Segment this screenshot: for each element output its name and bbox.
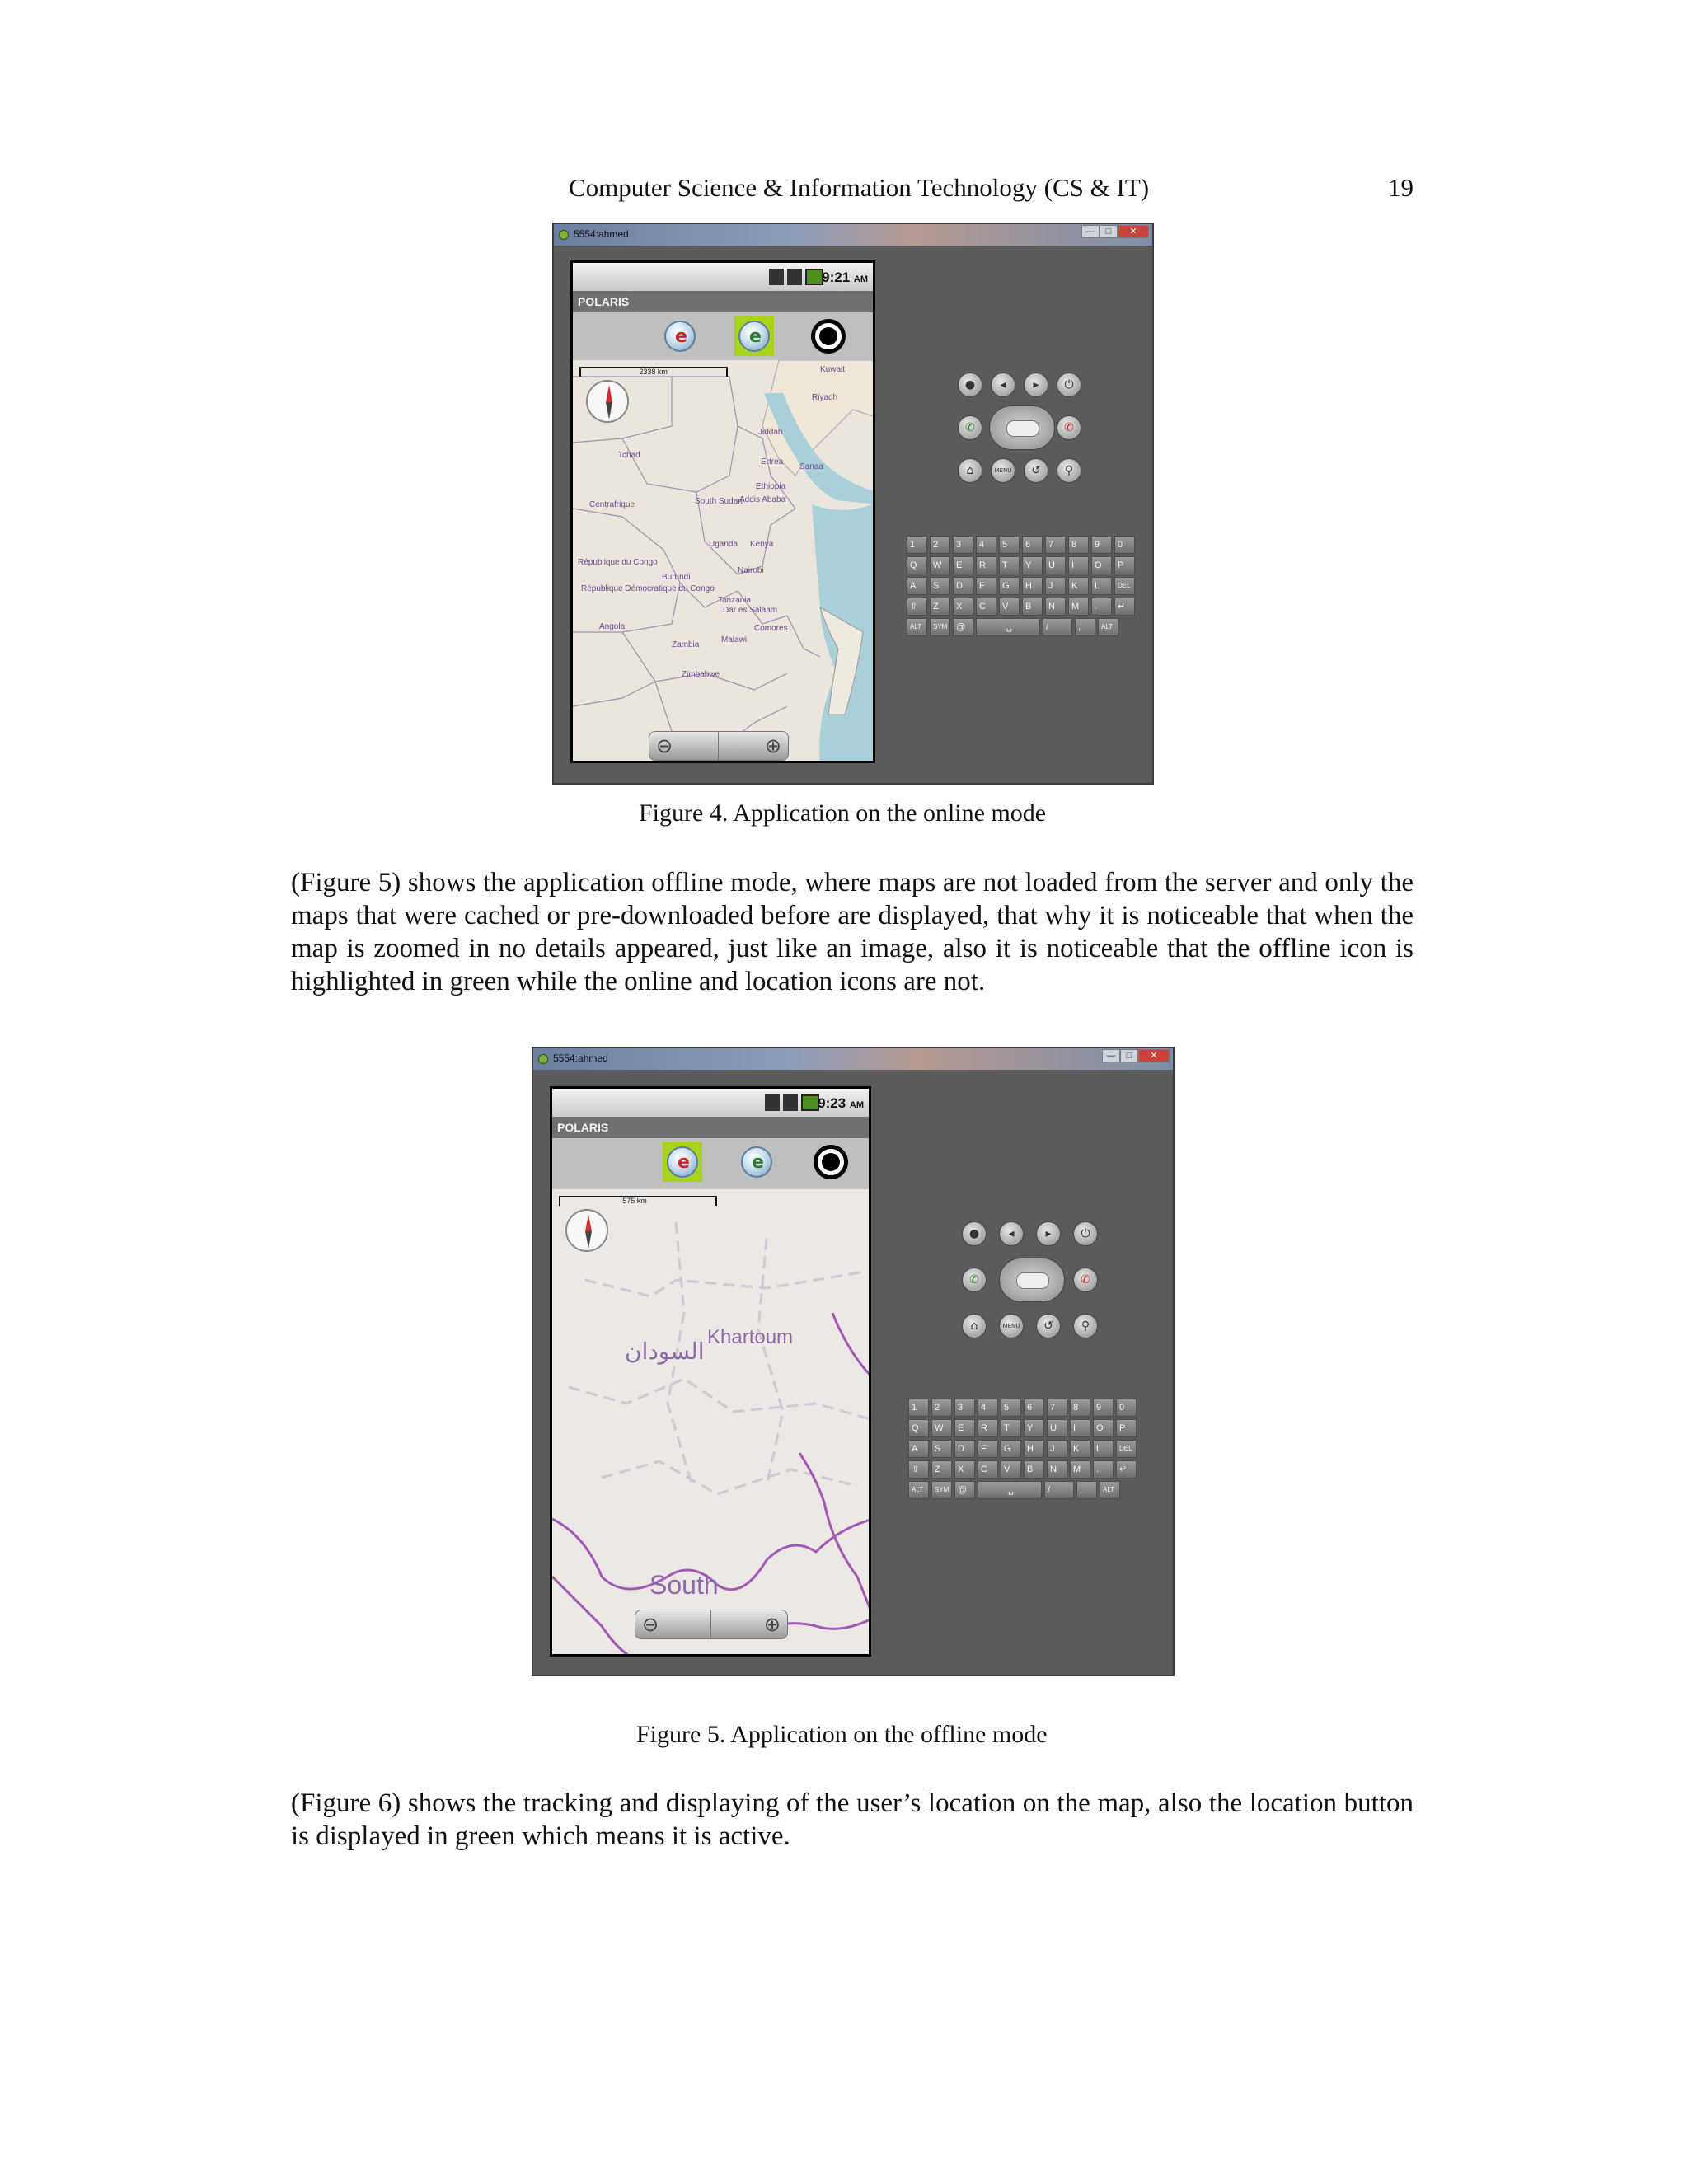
- keyboard-row: [908, 1399, 1137, 1417]
- hardware-controls: [958, 373, 1073, 488]
- window-titlebar: [554, 224, 1152, 246]
- key[interactable]: 2: [930, 536, 950, 554]
- status-bar: [552, 1089, 869, 1117]
- key[interactable]: 8: [1070, 1399, 1090, 1417]
- dpad[interactable]: [999, 1258, 1065, 1302]
- key[interactable]: S: [930, 577, 950, 595]
- close-button[interactable]: ✕: [1138, 1049, 1170, 1062]
- alt-key[interactable]: ALT: [1098, 618, 1118, 636]
- hardware-keyboard: [907, 536, 1135, 636]
- online-mode-button[interactable]: [663, 1142, 702, 1182]
- key[interactable]: Q: [908, 1419, 929, 1437]
- offline-mode-button[interactable]: [737, 1142, 776, 1182]
- map-label: Khartoum: [707, 1326, 794, 1348]
- key[interactable]: 0: [1114, 536, 1135, 554]
- search-icon[interactable]: ⚲: [1057, 458, 1081, 483]
- location-button[interactable]: [809, 316, 848, 356]
- map-label: South: [649, 1570, 719, 1600]
- map-view[interactable]: [573, 360, 873, 761]
- map-label: Zambia: [672, 640, 700, 649]
- keyboard-row: [907, 598, 1135, 616]
- enter-key[interactable]: ↵: [1114, 598, 1135, 616]
- key[interactable]: 3: [954, 1399, 975, 1417]
- map-label: République du Congo: [578, 558, 658, 567]
- online-icon-letter: e: [675, 326, 687, 347]
- keyboard-row: [907, 556, 1135, 574]
- alt-key[interactable]: ALT: [907, 618, 927, 636]
- key[interactable]: @: [954, 1481, 975, 1499]
- key[interactable]: Y: [1022, 556, 1043, 574]
- key[interactable]: DEL: [1114, 577, 1135, 595]
- clock-ampm: AM: [853, 274, 868, 284]
- home-icon[interactable]: ⌂: [962, 1314, 987, 1338]
- map-label: Sanaa: [799, 462, 823, 471]
- maximize-button[interactable]: □: [1100, 225, 1118, 238]
- offline-globe-icon: [738, 321, 770, 352]
- call-icon[interactable]: ✆: [958, 415, 982, 440]
- map-label: Angola: [599, 622, 626, 631]
- key[interactable]: I: [1070, 1419, 1090, 1437]
- volume-up-icon[interactable]: ▸: [1024, 373, 1048, 397]
- key[interactable]: V: [999, 598, 1020, 616]
- key[interactable]: R: [976, 556, 996, 574]
- key[interactable]: P: [1114, 556, 1135, 574]
- clock-time: 9:21: [822, 269, 851, 285]
- enter-key[interactable]: ↵: [1116, 1460, 1137, 1479]
- key[interactable]: 5: [999, 536, 1020, 554]
- online-mode-button[interactable]: [660, 316, 700, 356]
- key[interactable]: C: [978, 1460, 998, 1479]
- map-label: Tchad: [618, 451, 640, 460]
- key[interactable]: Y: [1024, 1419, 1044, 1437]
- key[interactable]: M: [1070, 1460, 1090, 1479]
- space-key[interactable]: ␣: [976, 618, 1040, 636]
- signal-icon: [787, 269, 802, 285]
- online-globe-icon: [667, 1146, 698, 1178]
- key[interactable]: I: [1068, 556, 1089, 574]
- power-icon[interactable]: ⏻: [1073, 1221, 1098, 1246]
- zoom-out-button[interactable]: ⊖: [649, 732, 719, 760]
- key[interactable]: W: [930, 556, 950, 574]
- alt-key[interactable]: ALT: [1100, 1481, 1120, 1499]
- keyboard-row: [907, 536, 1135, 554]
- page-number: 19: [1388, 173, 1414, 202]
- key[interactable]: 8: [1068, 536, 1089, 554]
- window-controls: [1102, 1049, 1170, 1062]
- key[interactable]: 5: [1001, 1399, 1021, 1417]
- map-label: Burundi: [662, 573, 691, 582]
- menu-button[interactable]: MENU: [999, 1314, 1024, 1338]
- status-clock: [822, 269, 868, 286]
- key[interactable]: E: [953, 556, 973, 574]
- app-title: POLARIS: [573, 291, 873, 312]
- key[interactable]: 6: [1024, 1399, 1044, 1417]
- key[interactable]: V: [1001, 1460, 1021, 1479]
- maximize-button[interactable]: □: [1120, 1049, 1138, 1062]
- camera-icon[interactable]: ●: [962, 1221, 987, 1246]
- map-label: Nairobi: [738, 566, 764, 575]
- key[interactable]: Z: [931, 1460, 952, 1479]
- 3g-icon: [769, 269, 784, 285]
- space-key[interactable]: ␣: [978, 1481, 1042, 1499]
- keyboard-row: [908, 1440, 1137, 1458]
- zoom-control: [635, 1610, 788, 1639]
- map-scale-bar: [579, 367, 728, 377]
- clock-time: 9:23: [818, 1095, 846, 1111]
- offline-mode-button[interactable]: [734, 316, 774, 356]
- figure-4-screenshot: [552, 223, 1154, 785]
- call-icon[interactable]: ✆: [962, 1268, 987, 1292]
- key[interactable]: 7: [1047, 1399, 1067, 1417]
- window-controls: [1081, 225, 1149, 238]
- key[interactable]: 1: [907, 536, 927, 554]
- figure-5-caption: Figure 5. Application on the offline mode: [636, 1721, 1048, 1748]
- close-button[interactable]: ✕: [1118, 225, 1149, 238]
- key[interactable]: U: [1047, 1419, 1067, 1437]
- phone-screen: [570, 260, 875, 763]
- keyboard-row: [907, 618, 1135, 636]
- shift-key[interactable]: ⇧: [907, 598, 927, 616]
- key[interactable]: J: [1047, 1440, 1067, 1458]
- online-icon-letter: e: [678, 1152, 690, 1173]
- key[interactable]: A: [908, 1440, 929, 1458]
- end-call-icon[interactable]: ✆: [1057, 415, 1081, 440]
- window-title: 5554:ahmed: [553, 1052, 608, 1064]
- map-label: Tanzania: [718, 596, 752, 605]
- minimize-button[interactable]: —: [1102, 1049, 1120, 1062]
- location-button[interactable]: [811, 1142, 851, 1182]
- key[interactable]: X: [953, 598, 973, 616]
- battery-icon: [805, 269, 823, 285]
- zoom-in-button[interactable]: ⊕: [764, 734, 781, 757]
- map-label: Malawi: [721, 635, 748, 644]
- figure-5-screenshot: [532, 1047, 1175, 1676]
- key[interactable]: Z: [930, 598, 950, 616]
- android-icon: [538, 1054, 548, 1064]
- window-title: 5554:ahmed: [574, 228, 629, 240]
- map-label: Comores: [754, 624, 788, 633]
- dpad[interactable]: [989, 405, 1055, 450]
- key[interactable]: 6: [1022, 536, 1043, 554]
- key[interactable]: N: [1045, 598, 1066, 616]
- key[interactable]: 4: [976, 536, 996, 554]
- key[interactable]: B: [1022, 598, 1043, 616]
- clock-ampm: AM: [849, 1100, 864, 1110]
- window-titlebar: [533, 1048, 1173, 1070]
- volume-down-icon[interactable]: ◂: [991, 373, 1015, 397]
- app-title: POLARIS: [552, 1117, 869, 1138]
- key[interactable]: G: [999, 577, 1020, 595]
- key[interactable]: Q: [907, 556, 927, 574]
- battery-icon: [801, 1094, 819, 1111]
- keyboard-row: [908, 1460, 1137, 1479]
- key[interactable]: 9: [1093, 1399, 1114, 1417]
- status-bar: [573, 263, 873, 291]
- menu-button[interactable]: MENU: [991, 458, 1015, 483]
- key[interactable]: 1: [908, 1399, 929, 1417]
- zoom-in-button[interactable]: ⊕: [763, 1613, 781, 1636]
- body-paragraph: (Figure 6) shows the tracking and displaying of the user’s location on the map, also the location button is displayed in green which means it is active.: [291, 1788, 1414, 1851]
- online-globe-icon: [664, 321, 696, 352]
- map-label: Uganda: [709, 540, 738, 549]
- key[interactable]: ,: [1075, 618, 1095, 636]
- offline-icon-letter: e: [749, 326, 762, 347]
- key[interactable]: ,: [1076, 1481, 1097, 1499]
- key[interactable]: L: [1093, 1440, 1114, 1458]
- back-icon[interactable]: ↺: [1036, 1314, 1061, 1338]
- offline-icon-letter: e: [752, 1152, 764, 1173]
- key[interactable]: O: [1091, 556, 1112, 574]
- key[interactable]: S: [931, 1440, 952, 1458]
- key[interactable]: A: [907, 577, 927, 595]
- home-icon[interactable]: ⌂: [958, 458, 982, 483]
- compass-icon: [565, 1209, 608, 1252]
- android-icon: [559, 230, 569, 240]
- key[interactable]: 4: [978, 1399, 998, 1417]
- key[interactable]: T: [1001, 1419, 1021, 1437]
- map-label: Jiddah: [758, 428, 783, 437]
- alt-key[interactable]: ALT: [908, 1481, 929, 1499]
- key[interactable]: R: [978, 1419, 998, 1437]
- map-scale-label: 575 km: [622, 1197, 647, 1205]
- map-scale-label: 2338 km: [639, 368, 668, 376]
- map-label: Riyadh: [812, 393, 838, 402]
- key[interactable]: N: [1047, 1460, 1067, 1479]
- key[interactable]: H: [1024, 1440, 1044, 1458]
- key[interactable]: E: [954, 1419, 975, 1437]
- map-label: Kuwait: [820, 365, 846, 374]
- key[interactable]: 0: [1116, 1399, 1137, 1417]
- app-toolbar: [573, 312, 873, 360]
- back-icon[interactable]: ↺: [1024, 458, 1048, 483]
- key[interactable]: O: [1093, 1419, 1114, 1437]
- key[interactable]: D: [953, 577, 973, 595]
- key[interactable]: @: [953, 618, 973, 636]
- key[interactable]: 9: [1091, 536, 1112, 554]
- key[interactable]: M: [1068, 598, 1089, 616]
- key[interactable]: DEL: [1116, 1440, 1137, 1458]
- map-label: Centrafrique: [589, 500, 635, 509]
- volume-down-icon[interactable]: ◂: [999, 1221, 1024, 1246]
- hardware-keyboard: [908, 1399, 1137, 1499]
- map-label: Dar es Salaam: [723, 606, 778, 615]
- key[interactable]: H: [1022, 577, 1043, 595]
- compass-icon: [586, 380, 629, 423]
- key[interactable]: U: [1045, 556, 1066, 574]
- key[interactable]: 3: [953, 536, 973, 554]
- key[interactable]: /: [1043, 618, 1072, 636]
- body-paragraph: (Figure 5) shows the application offline mode, where maps are not loaded from the server and only the maps that were cached or pre-downloaded before are displayed, that why it is noticeable that when the map is zoomed in no details appeared, just like an image, also it is noticeable that the offline icon is highlighted in green while the online and location icons are not.: [291, 868, 1414, 996]
- figure-4-caption: Figure 4. Application on the online mode: [639, 799, 1047, 827]
- key[interactable]: .: [1093, 1460, 1114, 1479]
- map-label: Addis Ababa: [739, 495, 786, 504]
- location-icon: [811, 319, 846, 354]
- map-label: Kenya: [750, 540, 774, 549]
- key[interactable]: K: [1068, 577, 1089, 595]
- key[interactable]: J: [1045, 577, 1066, 595]
- key[interactable]: 7: [1045, 536, 1066, 554]
- key[interactable]: L: [1091, 577, 1112, 595]
- key[interactable]: F: [978, 1440, 998, 1458]
- zoom-control: [649, 731, 789, 761]
- end-call-icon[interactable]: ✆: [1073, 1268, 1098, 1292]
- minimize-button[interactable]: —: [1081, 225, 1100, 238]
- location-icon: [814, 1145, 848, 1179]
- keyboard-row: [907, 577, 1135, 595]
- running-head: Computer Science & Information Technology (CS & IT): [569, 173, 1150, 202]
- search-icon[interactable]: ⚲: [1073, 1314, 1098, 1338]
- shift-key[interactable]: ⇧: [908, 1460, 929, 1479]
- key[interactable]: X: [954, 1460, 975, 1479]
- map-label: République Démocratique du Congo: [581, 584, 715, 593]
- zoom-out-button[interactable]: ⊖: [635, 1610, 711, 1638]
- map-view[interactable]: [552, 1189, 869, 1654]
- app-toolbar: [552, 1138, 869, 1189]
- key[interactable]: T: [999, 556, 1020, 574]
- key[interactable]: /: [1044, 1481, 1074, 1499]
- key[interactable]: F: [976, 577, 996, 595]
- camera-icon[interactable]: ●: [958, 373, 982, 397]
- key[interactable]: G: [1001, 1440, 1021, 1458]
- keyboard-row: [908, 1481, 1137, 1499]
- 3g-icon: [765, 1094, 780, 1111]
- map-label: السودان: [625, 1338, 705, 1364]
- key[interactable]: C: [976, 598, 996, 616]
- keyboard-row: [908, 1419, 1137, 1437]
- sym-key[interactable]: SYM: [930, 618, 950, 636]
- sym-key[interactable]: SYM: [931, 1481, 952, 1499]
- status-clock: [818, 1095, 864, 1112]
- offline-globe-icon: [741, 1146, 772, 1178]
- key[interactable]: 2: [931, 1399, 952, 1417]
- signal-icon: [783, 1094, 798, 1111]
- key[interactable]: W: [931, 1419, 952, 1437]
- map-label: South Sudan: [695, 497, 743, 506]
- map-label: Ethiopia: [756, 482, 786, 491]
- key[interactable]: D: [954, 1440, 975, 1458]
- power-icon[interactable]: ⏻: [1057, 373, 1081, 397]
- map-label: Zimbabwe: [682, 670, 720, 679]
- key[interactable]: P: [1116, 1419, 1137, 1437]
- key[interactable]: B: [1024, 1460, 1044, 1479]
- map-scale-bar: [559, 1196, 717, 1206]
- volume-up-icon[interactable]: ▸: [1036, 1221, 1061, 1246]
- key[interactable]: .: [1091, 598, 1112, 616]
- key[interactable]: K: [1070, 1440, 1090, 1458]
- map-label: Ertrea: [761, 457, 784, 466]
- phone-screen: [550, 1086, 871, 1657]
- hardware-controls: [962, 1221, 1102, 1345]
